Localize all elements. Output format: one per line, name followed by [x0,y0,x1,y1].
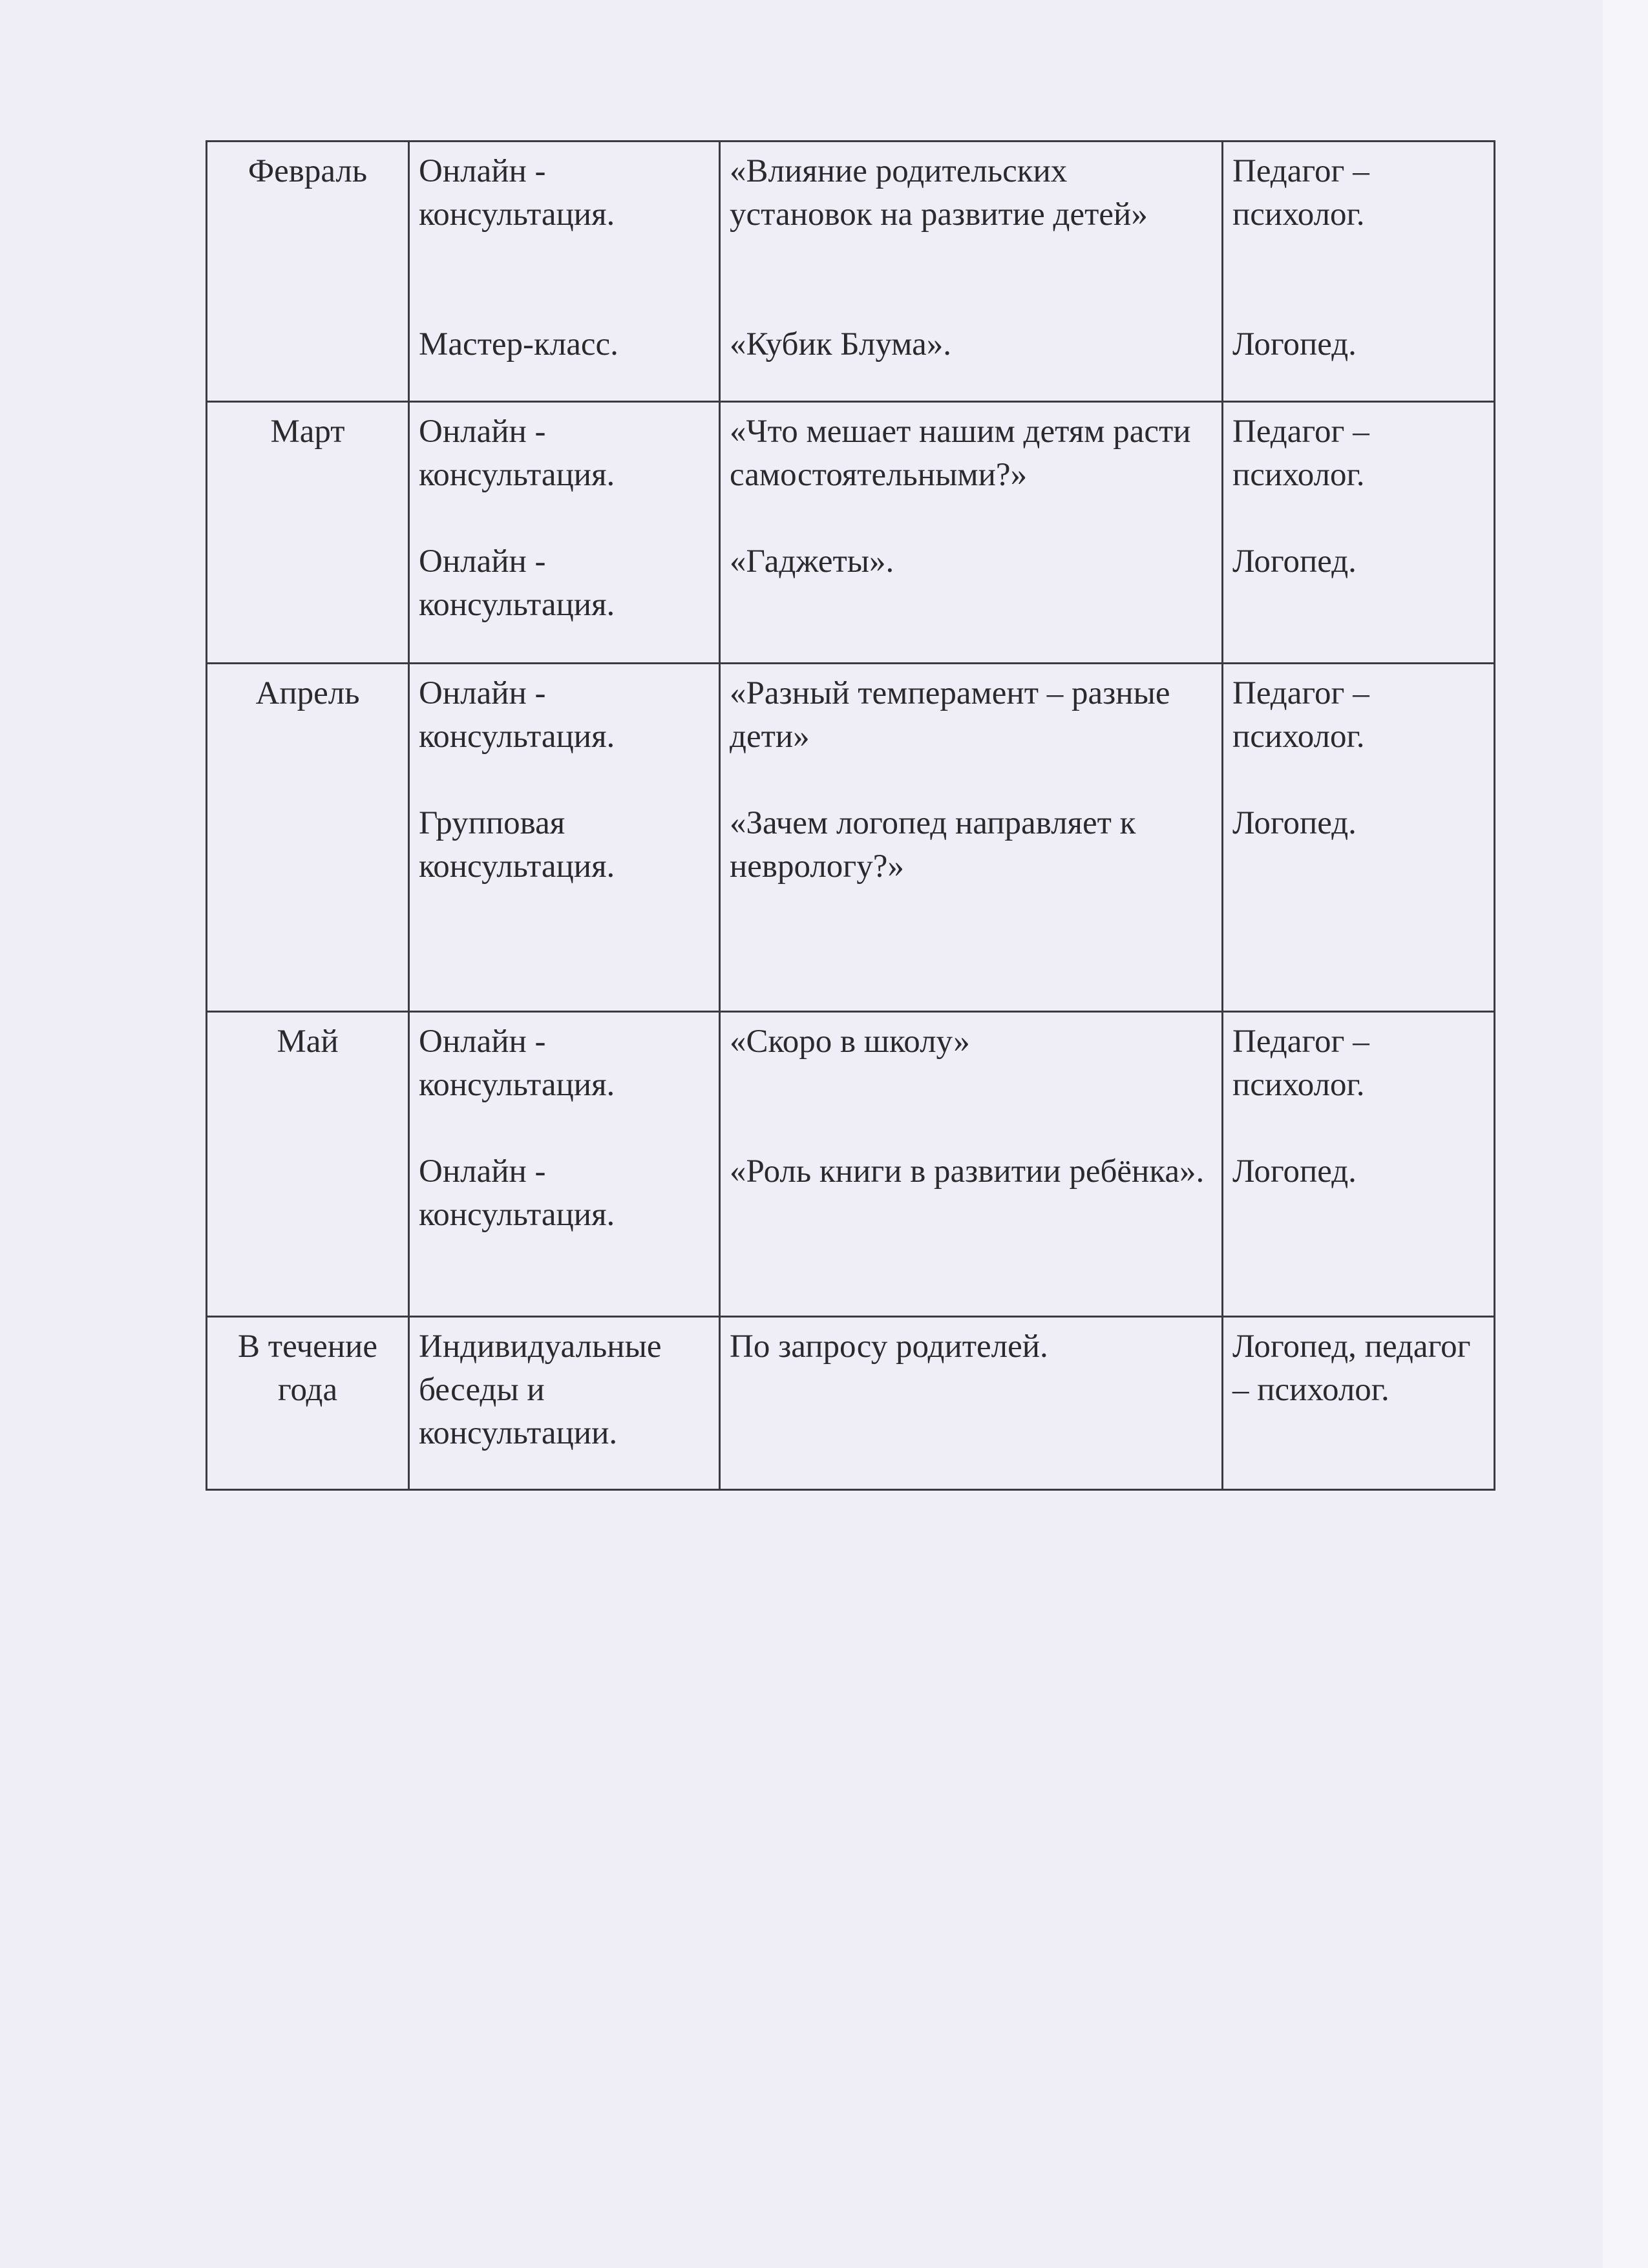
topic-text: «Зачем логопед направляет к неврологу?» [730,805,1136,885]
form-cell [409,664,720,1012]
table-row [207,402,1495,664]
topic-cell [720,142,1223,402]
responsible-cell [1223,664,1495,1012]
scan-edge [1603,0,1648,2268]
form-cell: Индивидуальные беседы и консультации. [409,1317,720,1490]
responsible-text: Логопед. [1232,1153,1357,1190]
responsible-text: Педагог – психолог. [1232,1024,1369,1103]
topic-text: «Роль книги в развитии ребёнка». [730,1153,1205,1190]
responsible-text: Логопед. [1232,805,1357,841]
form-text: Мастер-класс. [419,326,618,362]
month-cell: Апрель [207,664,409,1012]
responsible-cell [1223,402,1495,664]
form-text: Онлайн - консультация. [419,153,615,233]
topic-text: «Скоро в школу» [730,1024,970,1060]
table-row [207,664,1495,1012]
table-row [207,1317,1495,1490]
month-cell: Май [207,1012,409,1317]
topic-text: «Гаджеты». [730,543,894,580]
form-text: Онлайн - консультация. [419,675,615,755]
month-cell: Февраль [207,142,409,402]
responsible-cell [1223,142,1495,402]
responsible-text: Педагог – психолог. [1232,414,1369,493]
schedule-table [206,140,1495,1491]
form-text: Онлайн - консультация. [419,543,615,623]
topic-text: «Кубик Блума». [730,326,951,362]
topic-cell [720,1012,1223,1317]
topic-text: «Разный темперамент – разные дети» [730,675,1170,755]
responsible-text: Логопед. [1232,543,1357,580]
responsible-text: Логопед. [1232,326,1357,362]
form-text: Онлайн - консультация. [419,1024,615,1103]
topic-cell [720,402,1223,664]
responsible-cell: Логопед, педагог – психолог. [1223,1317,1495,1490]
topic-cell [720,664,1223,1012]
topic-text: «Влияние родительских установок на развитие детей» [730,153,1148,233]
form-cell [409,142,720,402]
topic-cell: По запросу родителей. [720,1317,1223,1490]
table-row [207,1012,1495,1317]
responsible-text: Педагог – психолог. [1232,675,1369,755]
topic-text: «Что мешает нашим детям расти самостоятельными?» [730,414,1191,493]
table-row [207,142,1495,402]
form-text: Групповая консультация. [419,805,615,885]
form-cell [409,1012,720,1317]
month-cell: Март [207,402,409,664]
month-cell: В течение года [207,1317,409,1490]
responsible-text: Педагог – психолог. [1232,153,1369,233]
responsible-cell [1223,1012,1495,1317]
form-text: Онлайн - консультация. [419,414,615,493]
form-text: Онлайн - консультация. [419,1153,615,1233]
form-cell [409,402,720,664]
